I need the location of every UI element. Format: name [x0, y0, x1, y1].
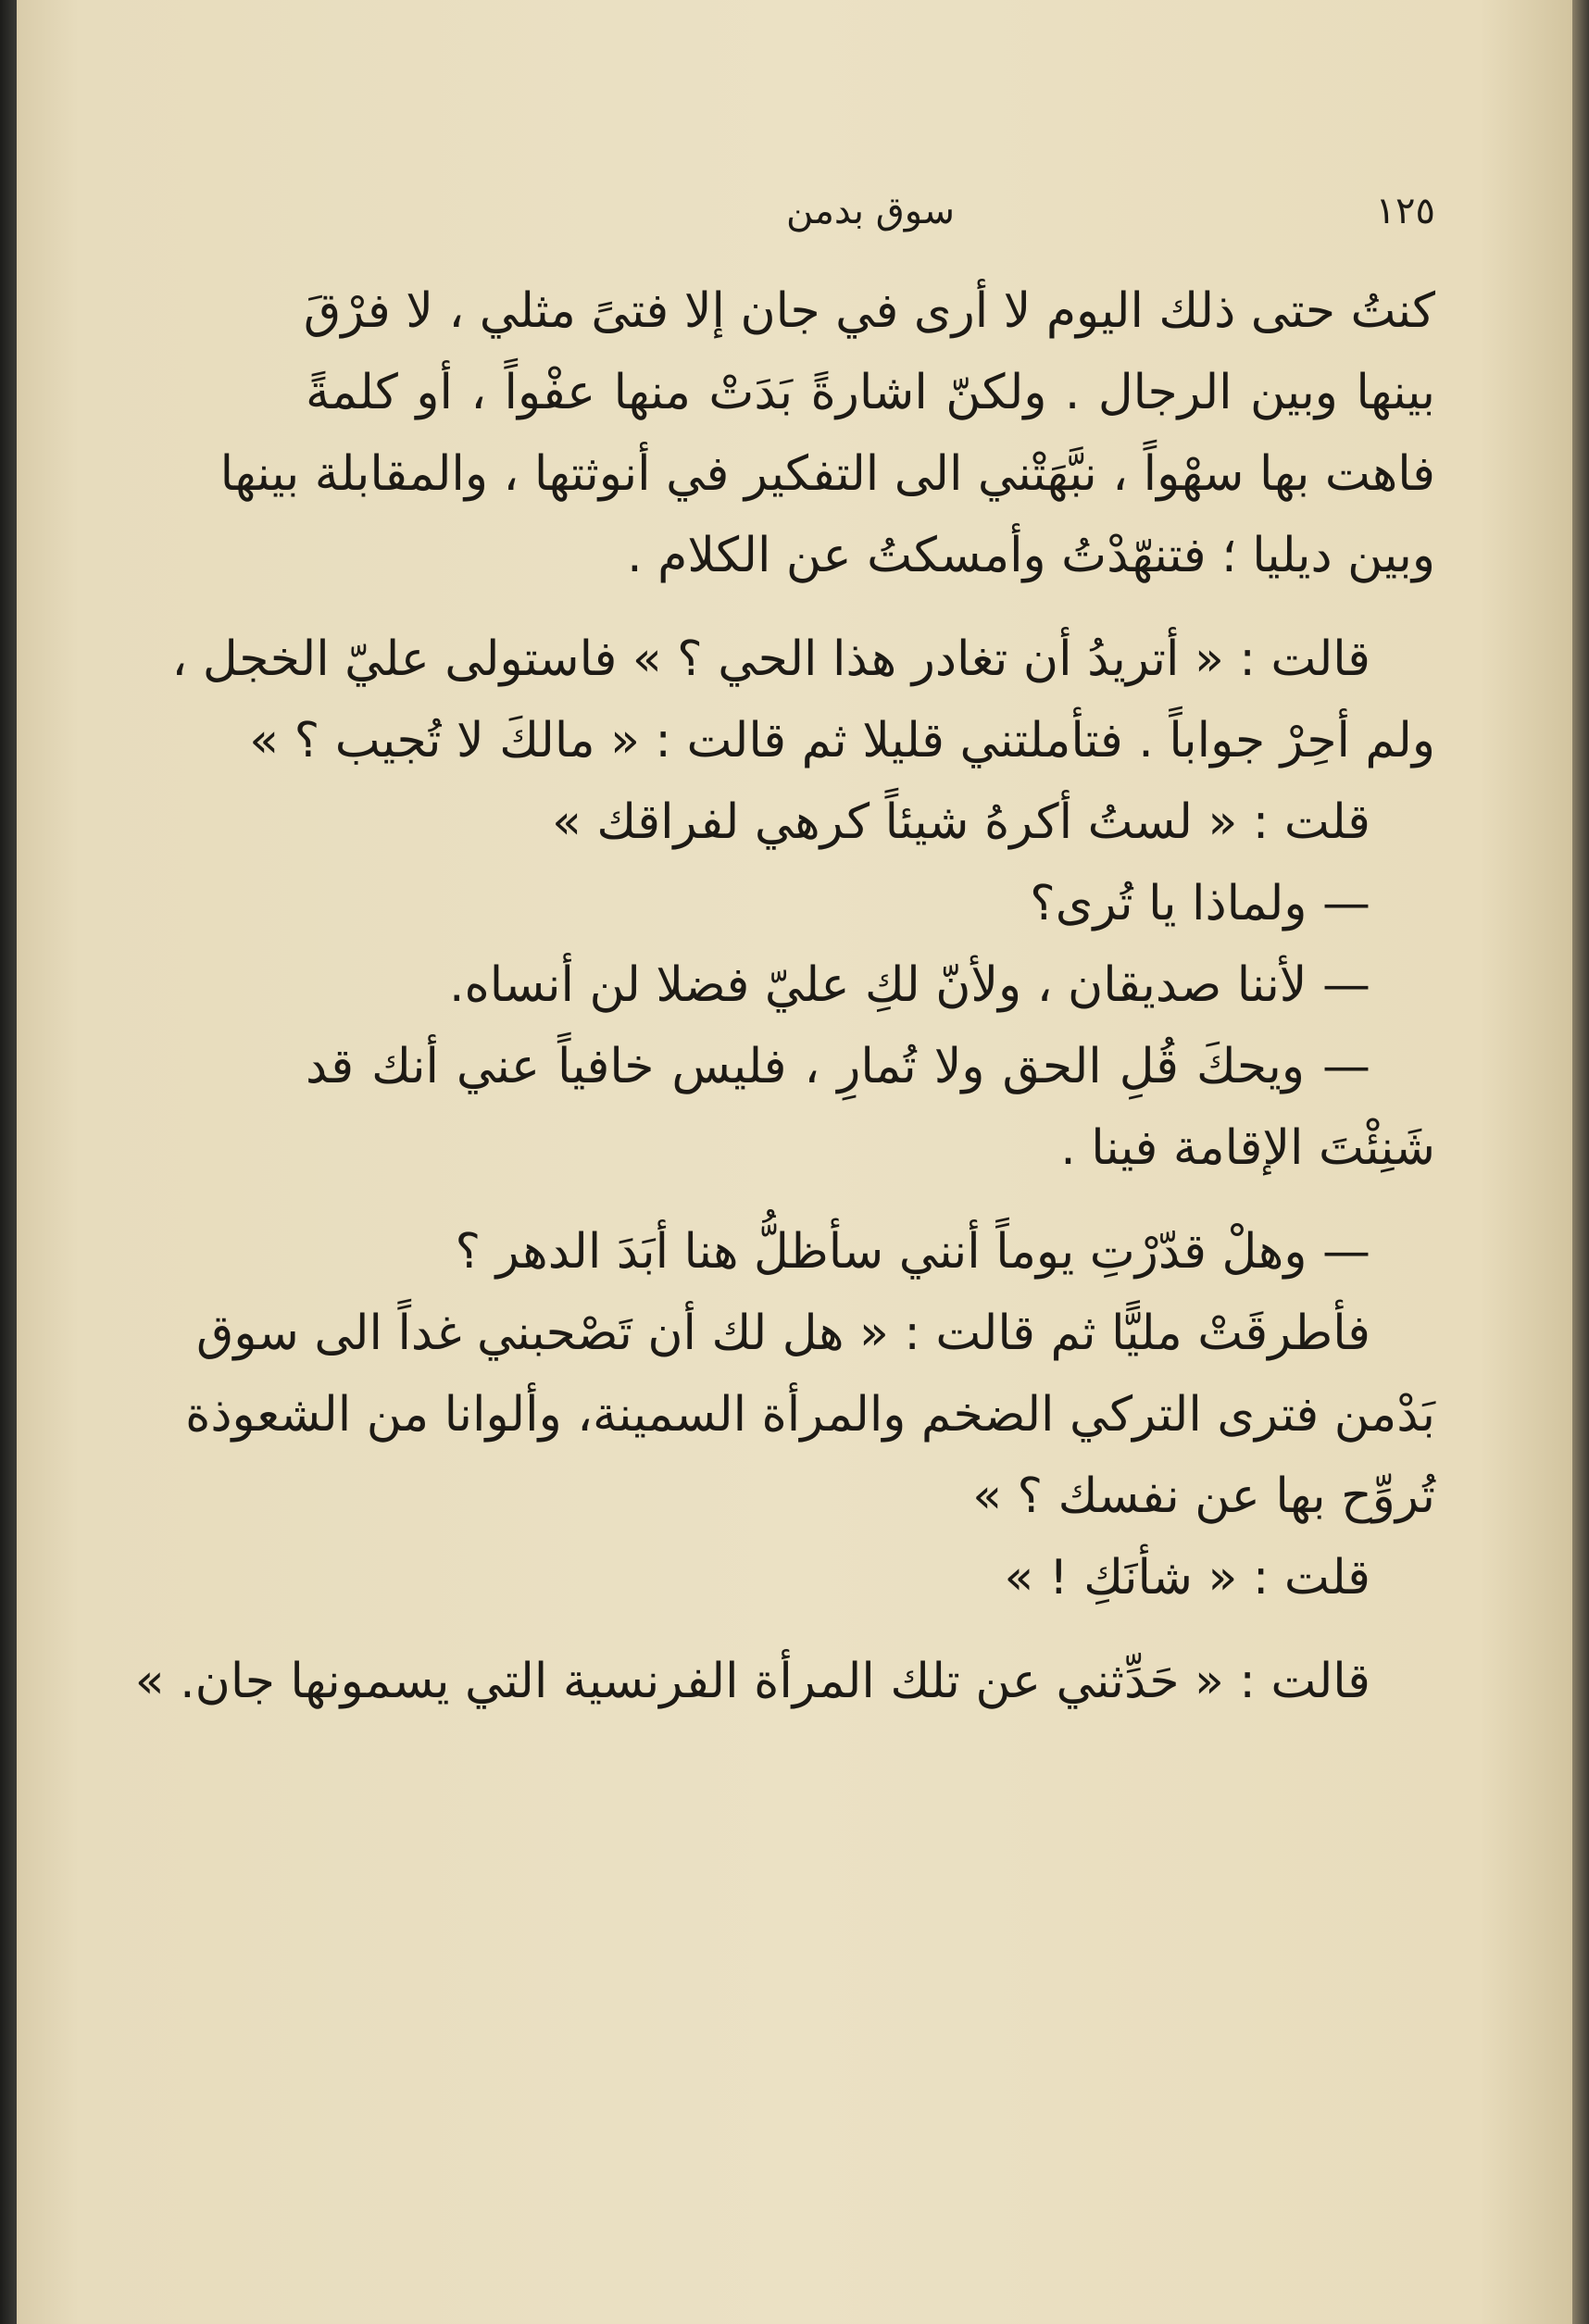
text-line: — ويحكَ قُلِ الحق ولا تُمارِ ، فليس خافياً عني أنك قد	[306, 1039, 1370, 1094]
text-line: كنتُ حتى ذلك اليوم لا أرى في جان إلا فتىً مثلي ، لا فرْقَ	[303, 283, 1435, 339]
book-spine-edge	[0, 0, 17, 2324]
text-line: — وهلْ قدّرْتِ يوماً أنني سأظلُّ هنا أبَدَ الدهر ؟	[455, 1224, 1370, 1280]
text-line: — لأننا صديقان ، ولأنّ لكِ عليّ فضلا لن أنساه.	[448, 957, 1370, 1013]
page-header	[306, 190, 1435, 245]
text-line: تُروِّح بها عن نفسك ؟ »	[972, 1468, 1435, 1524]
text-line: قالت : « حَدِّثني عن تلك المرأة الفرنسية التي يسمونها جان. »	[134, 1654, 1370, 1709]
body-text	[134, 270, 1435, 1722]
text-line: قالت : « أتريدُ أن تغادر هذا الحي ؟ » فاستولى عليّ الخجل ،	[171, 631, 1370, 687]
text-line: شَنِئْتَ الإقامة فينا .	[1060, 1120, 1435, 1176]
text-line: فاهت بها سهْواً ، نبَّهَتْني الى التفكير في أنوثتها ، والمقابلة بينها	[219, 446, 1435, 502]
text-line: فأطرقَتْ مليًّا ثم قالت : « هل لك أن تَصْحبني غداً الى سوق	[196, 1306, 1370, 1361]
text-line: ولم أحِرْ جواباً . فتأملتني قليلا ثم قالت : « مالكَ لا تُجيب ؟ »	[249, 713, 1435, 768]
text-line: قلت : « لستُ أكرهُ شيئاً كرهي لفراقك »	[552, 794, 1370, 850]
text-line: بَدْمن فترى التركي الضخم والمرأة السمينة، وألوانا من الشعوذة	[185, 1387, 1435, 1443]
text-line: بينها وبين الرجال . ولكنّ اشارةً بَدَتْ منها عفْواً ، أو كلمةً	[306, 365, 1435, 420]
page-number: ١٢٥	[1375, 190, 1435, 232]
running-title: سوق بدمن	[786, 190, 955, 232]
text-line: قلت : « شأنَكِ ! »	[1004, 1550, 1370, 1606]
text-line: — ولماذا يا تُرى؟	[1030, 876, 1370, 931]
text-line: وبين ديليا ؛ فتنهّدْتُ وأمسكتُ عن الكلام .	[627, 528, 1435, 583]
page-edge-shadow	[1572, 0, 1589, 2324]
